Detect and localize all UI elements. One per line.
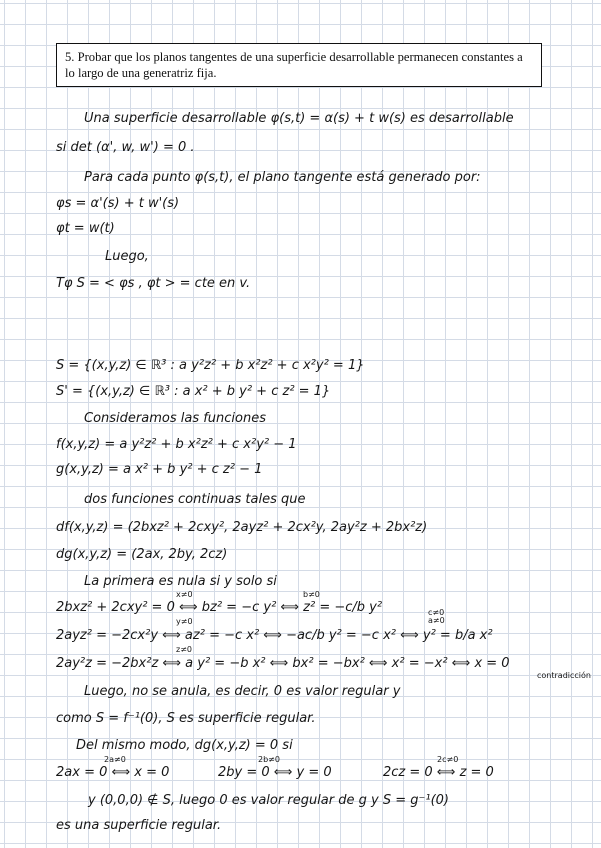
- note-line-4: φs = α'(s) + t w'(s): [56, 196, 180, 211]
- differential-g: dg(x,y,z) = (2ax, 2by, 2cz): [56, 547, 228, 562]
- equation-1: 2bxz² + 2cxy² = 0 ⟺ bz² = −c y² ⟺ z² = −c/b y²: [56, 600, 383, 615]
- annotation-2b-ne-0: 2b≠0: [258, 755, 280, 764]
- function-f: f(x,y,z) = a y²z² + b x²z² + c x²y² − 1: [56, 437, 297, 452]
- equation-y-zero: 2by = 0 ⟺ y = 0: [218, 765, 332, 780]
- annotation-c-a-ne-0: c≠0 a≠0: [428, 608, 445, 625]
- note-line-5: φt = w(t): [56, 221, 115, 236]
- note-line-6: Luego,: [105, 249, 149, 264]
- note-line-25: es una superficie regular.: [56, 818, 222, 833]
- annotation-b-ne-0: b≠0: [303, 590, 320, 599]
- note-line-16: La primera es nula si y solo si: [84, 574, 277, 589]
- annotation-x-ne-0: x≠0: [176, 590, 193, 599]
- annotation-2c-ne-0: 2c≠0: [437, 755, 459, 764]
- note-line-2: si det (α', w, w') = 0 .: [56, 140, 195, 155]
- note-line-22: Del mismo modo, dg(x,y,z) = 0 si: [76, 738, 293, 753]
- set-S-prime: S' = {(x,y,z) ∈ ℝ³ : a x² + b y² + c z² = 1}: [56, 384, 331, 399]
- equation-2: 2ayz² = −2cx²y ⟺ az² = −c x² ⟺ −ac/b y² = −c x² ⟺ y² = b/a x²: [56, 628, 493, 643]
- note-line-3: Para cada punto φ(s,t), el plano tangente está generado por:: [84, 170, 481, 185]
- annotation-2a-ne-0: 2a≠0: [104, 755, 126, 764]
- set-S: S = {(x,y,z) ∈ ℝ³ : a y²z² + b x²z² + c x²y² = 1}: [56, 358, 365, 373]
- problem-text: 5. Probar que los planos tangentes de una superficie desarrollable permanecen constantes a lo largo de una generatriz fija.: [65, 50, 523, 80]
- equation-z-zero: 2cz = 0 ⟺ z = 0: [383, 765, 494, 780]
- note-line-13: dos funciones continuas tales que: [84, 492, 306, 507]
- equation-3: 2ay²z = −2bx²z ⟺ a y² = −b x² ⟺ bx² = −bx² ⟺ x² = −x² ⟺ x = 0: [56, 656, 510, 671]
- differential-f: df(x,y,z) = (2bxz² + 2cxy², 2ayz² + 2cx²y, 2ay²z + 2bx²z): [56, 520, 428, 535]
- annotation-z-ne-0: z≠0: [176, 645, 192, 654]
- equation-x-zero: 2ax = 0 ⟺ x = 0: [56, 765, 170, 780]
- note-line-1: Una superficie desarrollable φ(s,t) = α(s) + t w(s) es desarrollable: [84, 111, 514, 126]
- note-line-20: Luego, no se anula, es decir, 0 es valor regular y: [84, 684, 401, 699]
- function-g: g(x,y,z) = a x² + b y² + c z² − 1: [56, 462, 263, 477]
- note-line-24: y (0,0,0) ∉ S, luego 0 es valor regular de g y S = g⁻¹(0): [88, 793, 449, 808]
- note-line-21: como S = f⁻¹(0), S es superficie regular.: [56, 711, 316, 726]
- annotation-y-ne-0: y≠0: [176, 617, 193, 626]
- problem-statement: [56, 43, 542, 87]
- note-line-7: Tφ S = < φs , φt > = cte en v.: [56, 276, 251, 291]
- annotation-contradiccion: contradicción: [537, 671, 591, 680]
- note-line-10: Consideramos las funciones: [84, 411, 266, 426]
